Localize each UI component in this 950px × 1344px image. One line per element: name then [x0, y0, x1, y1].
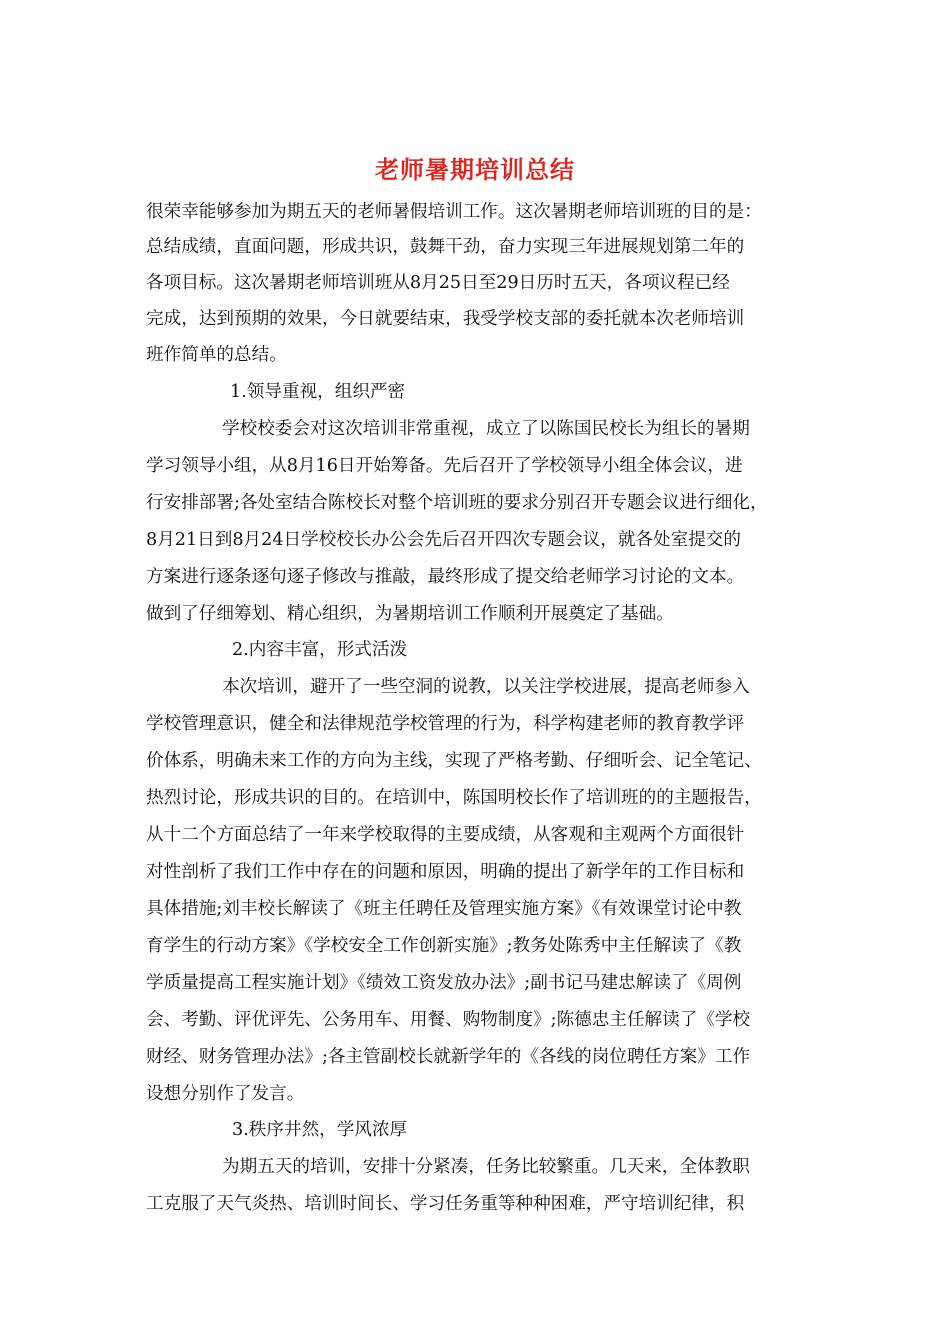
paragraph-line: 学习领导小组，从8月16日开始筹备。先后召开了学校领导小组全体会议，进	[146, 456, 743, 476]
paragraph-line: 价体系，明确未来工作的方向为主线，实现了严格考勤、仔细听会、记全笔记、	[146, 751, 762, 771]
paragraph-line: 各项目标。这次暑期老师培训班从8月25日至29日历时五天，各项议程已经	[146, 273, 730, 293]
paragraph-line: 总结成绩，直面问题，形成共识，鼓舞干劲，奋力实现三年进展规划第二年的	[146, 237, 745, 257]
paragraph-line: 方案进行逐条逐句逐子修改与推敲，最终形成了提交给老师学习讨论的文本。	[146, 567, 745, 587]
paragraph-line: 做到了仔细筹划、精心组织，为暑期培训工作顺利开展奠定了基础。	[146, 604, 674, 624]
paragraph-line: 学校管理意识，健全和法律规范学校管理的行为，科学构建老师的教育教学评	[146, 714, 745, 734]
paragraph-line: 行安排部署;各处室结合陈校长对整个培训班的要求分别召开专题会议进行细化，	[146, 493, 768, 513]
paragraph-line: 学校校委会对这次培训非常重视，成立了以陈国民校长为组长的暑期	[222, 419, 750, 439]
paragraph-line: 本次培训，避开了一些空洞的说教，以关注学校进展，提高老师参入	[222, 677, 750, 697]
paragraph-line: 具体措施;刘丰校长解读了《班主任聘任及管理实施方案》《有效课堂讨论中教	[146, 899, 742, 919]
section-heading: 1.领导重视，组织严密	[230, 382, 406, 402]
paragraph-line: 工克服了天气炎热、培训时间长、学习任务重等种种困难，严守培训纪律，积	[146, 1194, 745, 1214]
paragraph-line: 从十二个方面总结了一年来学校取得的主要成绩，从客观和主观两个方面很针	[146, 825, 745, 845]
paragraph-line: 设想分别作了发言。	[146, 1084, 305, 1104]
paragraph-line: 财经、财务管理办法》;各主管副校长就新学年的《各线的岗位聘任方案》工作	[146, 1047, 751, 1067]
paragraph-line: 班作简单的总结。	[146, 345, 287, 365]
paragraph-line: 育学生的行动方案》《学校安全工作创新实施》;教务处陈秀中主任解读了《教	[146, 936, 742, 956]
section-heading: 3.秩序井然，学风浓厚	[232, 1120, 408, 1140]
paragraph-line: 8月21日到8月24日学校校长办公会先后召开四次专题会议，就各处室提交的	[146, 530, 741, 550]
paragraph-line: 会、考勤、评优评先、公务用车、用餐、购物制度》;陈德忠主任解读了《学校	[146, 1010, 751, 1030]
paragraph-line: 为期五天的培训，安排十分紧凑，任务比较繁重。几天来，全体教职	[222, 1157, 750, 1177]
paragraph-line: 完成，达到预期的效果，今日就要结束，我受学校支部的委托就本次老师培训	[146, 309, 745, 329]
section-heading: 2.内容丰富，形式活泼	[232, 640, 408, 660]
paragraph-line: 热烈讨论，形成共识的目的。在培训中，陈国明校长作了培训班的的主题报告，	[146, 788, 762, 808]
paragraph-line: 很荣幸能够参加为期五天的老师暑假培训工作。这次暑期老师培训班的目的是：	[146, 202, 762, 222]
paragraph-line: 学质量提高工程实施计划》《绩效工资发放办法》;副书记马建忠解读了《周例	[146, 973, 742, 993]
document-title: 老师暑期培训总结	[375, 155, 575, 184]
paragraph-line: 对性剖析了我们工作中存在的问题和原因，明确的提出了新学年的工作目标和	[146, 862, 745, 882]
